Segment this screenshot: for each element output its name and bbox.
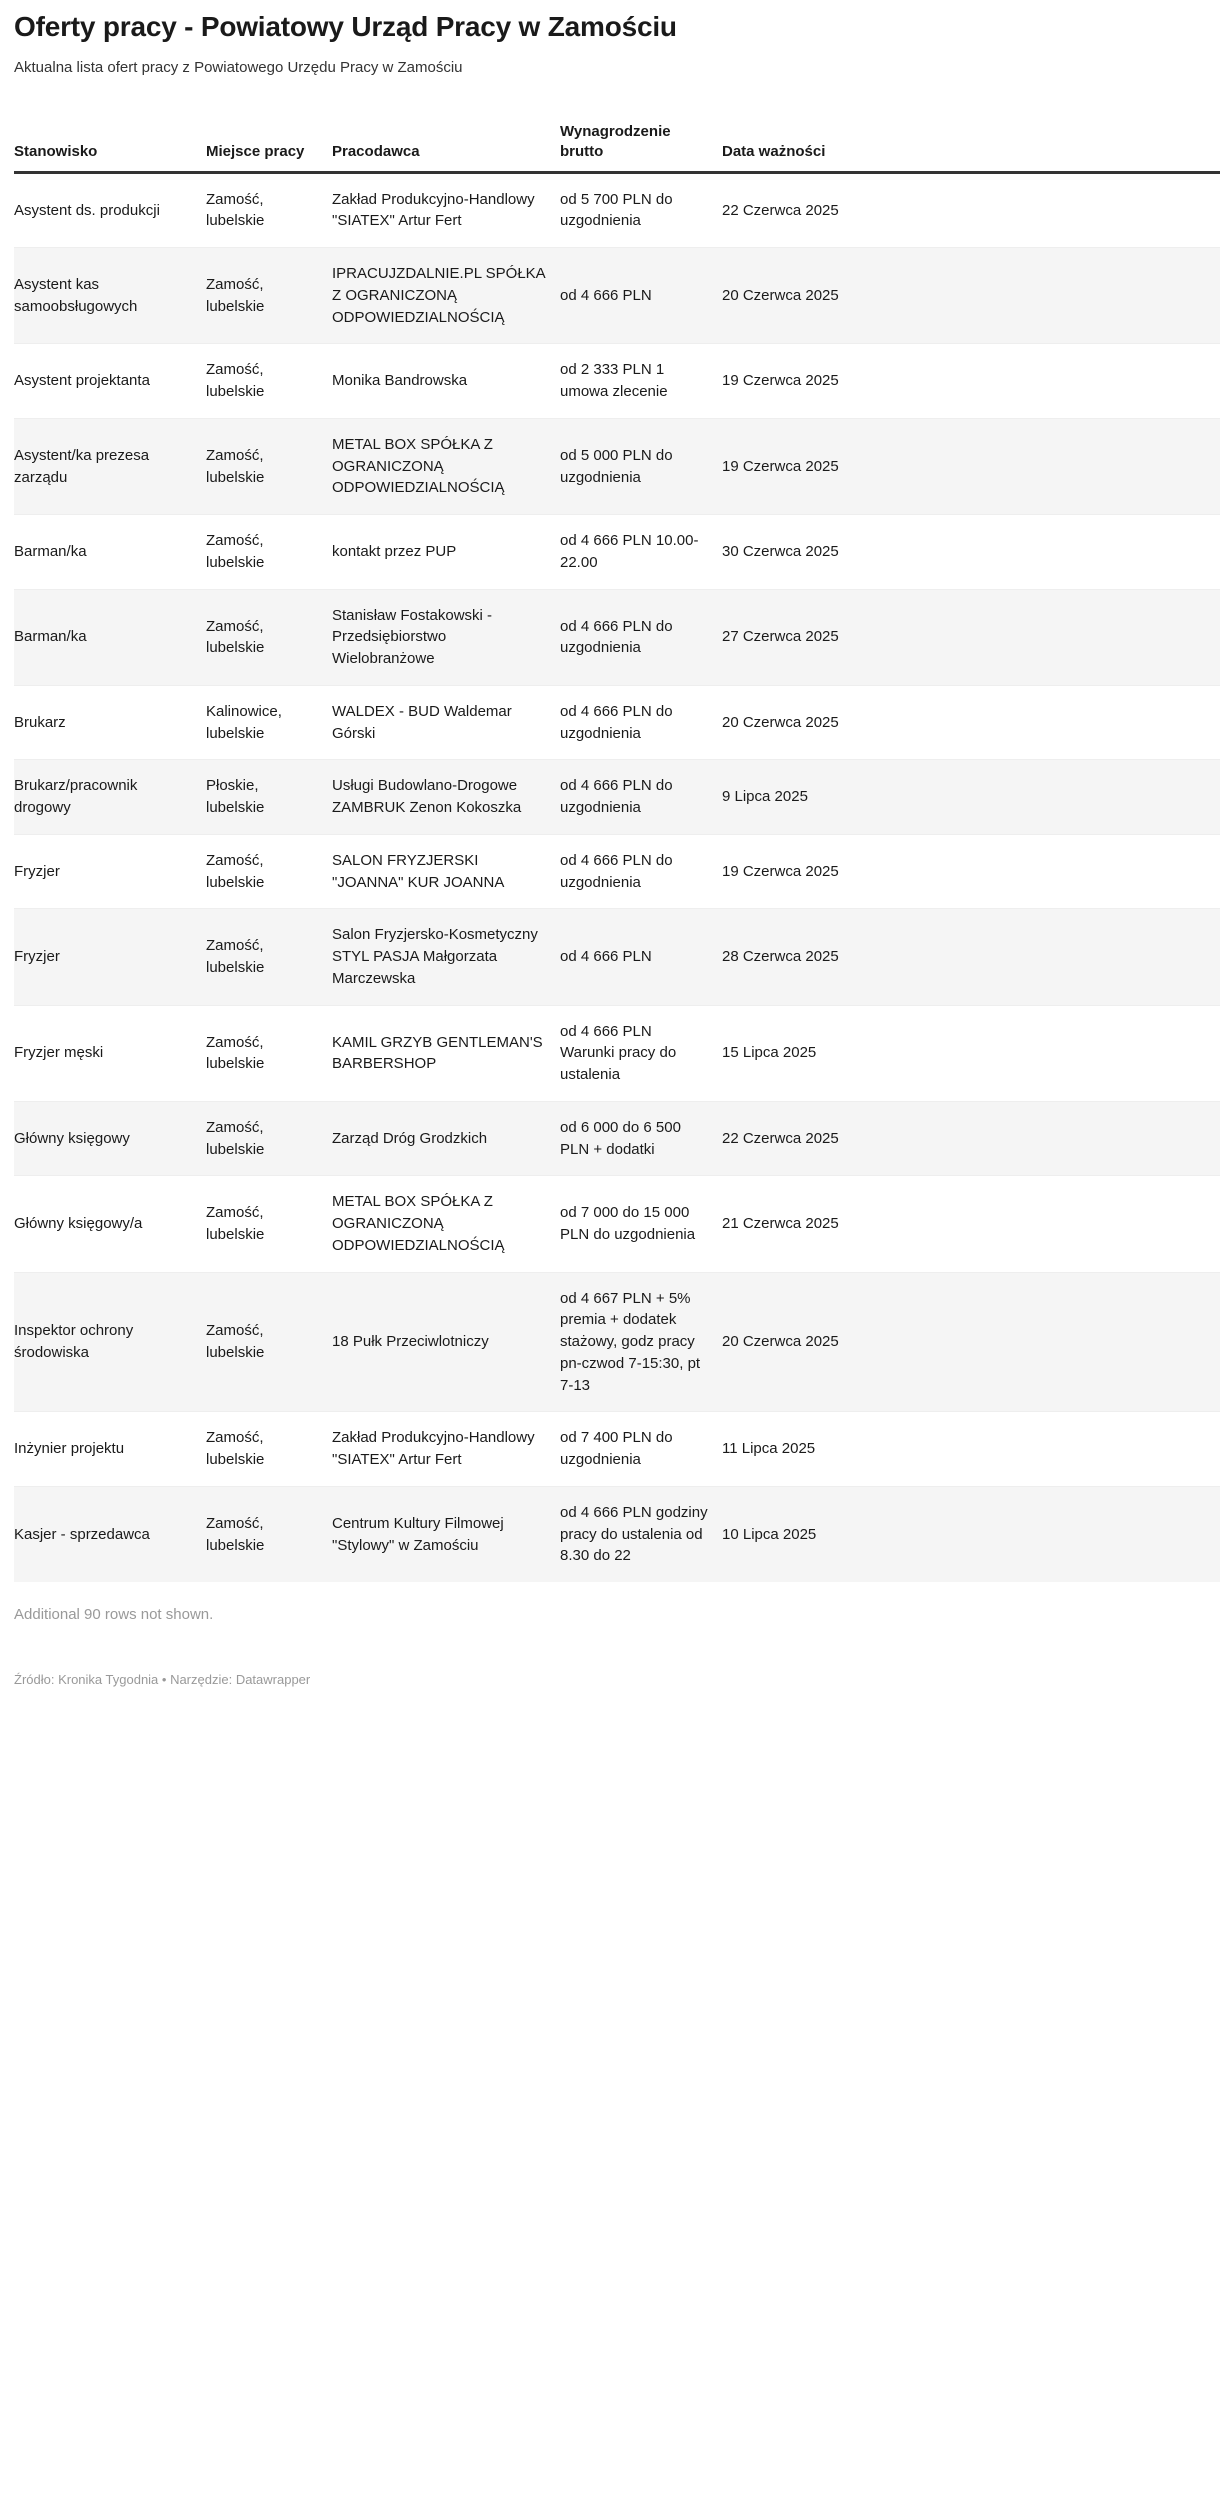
cell-data: 20 Czerwca 2025 [722, 685, 1220, 760]
cell-data: 19 Czerwca 2025 [722, 344, 1220, 419]
table-row[interactable] [14, 1486, 1220, 1582]
page-title: Oferty pracy - Powiatowy Urząd Pracy w Zamościu [14, 11, 677, 42]
cell-data: 20 Czerwca 2025 [722, 1272, 1220, 1412]
cell-data: 19 Czerwca 2025 [722, 418, 1220, 514]
table-row[interactable] [14, 418, 1220, 514]
table-row[interactable] [14, 760, 1220, 835]
column-header-pracodawca[interactable] [332, 122, 560, 172]
cell-pracodawca: SALON FRYZJERSKI "JOANNA" KUR JOANNA [332, 834, 560, 909]
cell-wynagrodzenie: od 4 666 PLN godziny pracy do ustalenia od 8.30 do 22 [560, 1486, 722, 1582]
table-row[interactable] [14, 248, 1220, 344]
cell-stanowisko: Asystent kas samoobsługowych [14, 248, 206, 344]
table-row[interactable] [14, 344, 1220, 419]
cell-pracodawca: Centrum Kultury Filmowej "Stylowy" w Zamościu [332, 1486, 560, 1582]
column-header-label: Stanowisko [14, 142, 98, 160]
cell-pracodawca: 18 Pułk Przeciwlotniczy [332, 1272, 560, 1412]
table-row[interactable] [14, 1005, 1220, 1101]
table-scroll-container[interactable] [14, 122, 1206, 1582]
cell-pracodawca: Stanisław Fostakowski - Przedsiębiorstwo Wielobranżowe [332, 589, 560, 685]
cell-wynagrodzenie: od 4 666 PLN Warunki pracy do ustalenia [560, 1005, 722, 1101]
cell-data: 11 Lipca 2025 [722, 1412, 1220, 1487]
table-row[interactable] [14, 589, 1220, 685]
cell-stanowisko: Główny księgowy [14, 1101, 206, 1176]
cell-stanowisko: Fryzjer [14, 834, 206, 909]
cell-miejsce: Zamość, lubelskie [206, 1272, 332, 1412]
cell-data: 19 Czerwca 2025 [722, 834, 1220, 909]
cell-wynagrodzenie: od 2 333 PLN 1 umowa zlecenie [560, 344, 722, 419]
page-subtitle: Aktualna lista ofert pracy z Powiatowego Urzędu Pracy w Zamościu [14, 59, 463, 77]
column-header-data[interactable] [722, 122, 1220, 172]
cell-stanowisko: Inżynier projektu [14, 1412, 206, 1487]
column-header-label: Pracodawca [332, 142, 420, 160]
cell-miejsce: Zamość, lubelskie [206, 834, 332, 909]
cell-miejsce: Zamość, lubelskie [206, 418, 332, 514]
cell-data: 28 Czerwca 2025 [722, 909, 1220, 1005]
cell-wynagrodzenie: od 4 666 PLN do uzgodnienia [560, 834, 722, 909]
cell-data: 21 Czerwca 2025 [722, 1176, 1220, 1272]
table-row[interactable] [14, 685, 1220, 760]
cell-wynagrodzenie: od 4 666 PLN [560, 248, 722, 344]
table-body [14, 172, 1220, 1582]
column-header-stanowisko[interactable] [14, 122, 206, 172]
cell-pracodawca: Usługi Budowlano-Drogowe ZAMBRUK Zenon Kokoszka [332, 760, 560, 835]
cell-pracodawca: Salon Fryzjersko-Kosmetyczny STYL PASJA Małgorzata Marczewska [332, 909, 560, 1005]
cell-stanowisko: Asystent projektanta [14, 344, 206, 419]
cell-wynagrodzenie: od 7 400 PLN do uzgodnienia [560, 1412, 722, 1487]
cell-stanowisko: Brukarz/pracownik drogowy [14, 760, 206, 835]
cell-pracodawca: Zakład Produkcyjno-Handlowy "SIATEX" Artur Fert [332, 1412, 560, 1487]
cell-stanowisko: Asystent ds. produkcji [14, 172, 206, 248]
cell-stanowisko: Barman/ka [14, 589, 206, 685]
cell-miejsce: Zamość, lubelskie [206, 1486, 332, 1582]
cell-data: 20 Czerwca 2025 [722, 248, 1220, 344]
table-row[interactable] [14, 1176, 1220, 1272]
more-rows-note: Additional 90 rows not shown. [14, 1606, 214, 1624]
cell-pracodawca: Zakład Produkcyjno-Handlowy "SIATEX" Artur Fert [332, 172, 560, 248]
cell-wynagrodzenie: od 6 000 do 6 500 PLN + dodatki [560, 1101, 722, 1176]
cell-wynagrodzenie: od 4 667 PLN + 5% premia + dodatek stażowy, godz pracy pn-czwod 7-15:30, pt 7-13 [560, 1272, 722, 1412]
column-header-label: Data ważności [722, 142, 826, 160]
table-header [14, 122, 1220, 172]
cell-data: 22 Czerwca 2025 [722, 1101, 1220, 1176]
cell-data: 27 Czerwca 2025 [722, 589, 1220, 685]
cell-stanowisko: Kasjer - sprzedawca [14, 1486, 206, 1582]
cell-stanowisko: Barman/ka [14, 515, 206, 590]
cell-miejsce: Zamość, lubelskie [206, 1176, 332, 1272]
cell-pracodawca: Monika Bandrowska [332, 344, 560, 419]
table-row[interactable] [14, 515, 1220, 590]
column-header-label: Miejsce pracy [206, 142, 305, 160]
table-row[interactable] [14, 834, 1220, 909]
cell-miejsce: Zamość, lubelskie [206, 515, 332, 590]
table-row[interactable] [14, 909, 1220, 1005]
cell-stanowisko: Fryzjer męski [14, 1005, 206, 1101]
cell-data: 10 Lipca 2025 [722, 1486, 1220, 1582]
cell-wynagrodzenie: od 4 666 PLN [560, 909, 722, 1005]
cell-pracodawca: METAL BOX SPÓŁKA Z OGRANICZONĄ ODPOWIEDZIALNOŚCIĄ [332, 1176, 560, 1272]
cell-stanowisko: Inspektor ochrony środowiska [14, 1272, 206, 1412]
cell-miejsce: Zamość, lubelskie [206, 248, 332, 344]
cell-miejsce: Zamość, lubelskie [206, 1101, 332, 1176]
cell-miejsce: Zamość, lubelskie [206, 172, 332, 248]
cell-wynagrodzenie: od 4 666 PLN do uzgodnienia [560, 760, 722, 835]
cell-pracodawca: Zarząd Dróg Grodzkich [332, 1101, 560, 1176]
cell-miejsce: Kalinowice, lubelskie [206, 685, 332, 760]
cell-data: 30 Czerwca 2025 [722, 515, 1220, 590]
cell-wynagrodzenie: od 4 666 PLN do uzgodnienia [560, 685, 722, 760]
column-header-wynagrodzenie[interactable] [560, 122, 722, 172]
cell-wynagrodzenie: od 4 666 PLN 10.00-22.00 [560, 515, 722, 590]
cell-miejsce: Zamość, lubelskie [206, 1005, 332, 1101]
cell-miejsce: Zamość, lubelskie [206, 1412, 332, 1487]
cell-data: 15 Lipca 2025 [722, 1005, 1220, 1101]
cell-wynagrodzenie: od 5 000 PLN do uzgodnienia [560, 418, 722, 514]
job-offers-table [14, 122, 1220, 1582]
table-header-row [14, 122, 1220, 172]
cell-stanowisko: Asystent/ka prezesa zarządu [14, 418, 206, 514]
cell-miejsce: Zamość, lubelskie [206, 589, 332, 685]
table-row[interactable] [14, 172, 1220, 248]
cell-pracodawca: kontakt przez PUP [332, 515, 560, 590]
cell-wynagrodzenie: od 5 700 PLN do uzgodnienia [560, 172, 722, 248]
source-notes: Źródło: Kronika Tygodnia • Narzędzie: Datawrapper [14, 1672, 311, 1688]
column-header-miejsce[interactable] [206, 122, 332, 172]
cell-pracodawca: METAL BOX SPÓŁKA Z OGRANICZONĄ ODPOWIEDZIALNOŚCIĄ [332, 418, 560, 514]
cell-miejsce: Zamość, lubelskie [206, 909, 332, 1005]
cell-stanowisko: Brukarz [14, 685, 206, 760]
cell-pracodawca: WALDEX - BUD Waldemar Górski [332, 685, 560, 760]
cell-miejsce: Płoskie, lubelskie [206, 760, 332, 835]
cell-wynagrodzenie: od 7 000 do 15 000 PLN do uzgodnienia [560, 1176, 722, 1272]
table-row[interactable] [14, 1412, 1220, 1487]
cell-data: 22 Czerwca 2025 [722, 172, 1220, 248]
cell-miejsce: Zamość, lubelskie [206, 344, 332, 419]
table-row[interactable] [14, 1101, 1220, 1176]
cell-data: 9 Lipca 2025 [722, 760, 1220, 835]
cell-pracodawca: IPRACUJZDALNIE.PL SPÓŁKA Z OGRANICZONĄ ODPOWIEDZIALNOŚCIĄ [332, 248, 560, 344]
cell-stanowisko: Główny księgowy/a [14, 1176, 206, 1272]
column-header-label: Wynagrodzenie brutto [560, 123, 671, 160]
table-row[interactable] [14, 1272, 1220, 1412]
cell-wynagrodzenie: od 4 666 PLN do uzgodnienia [560, 589, 722, 685]
cell-pracodawca: KAMIL GRZYB GENTLEMAN'S BARBERSHOP [332, 1005, 560, 1101]
cell-stanowisko: Fryzjer [14, 909, 206, 1005]
